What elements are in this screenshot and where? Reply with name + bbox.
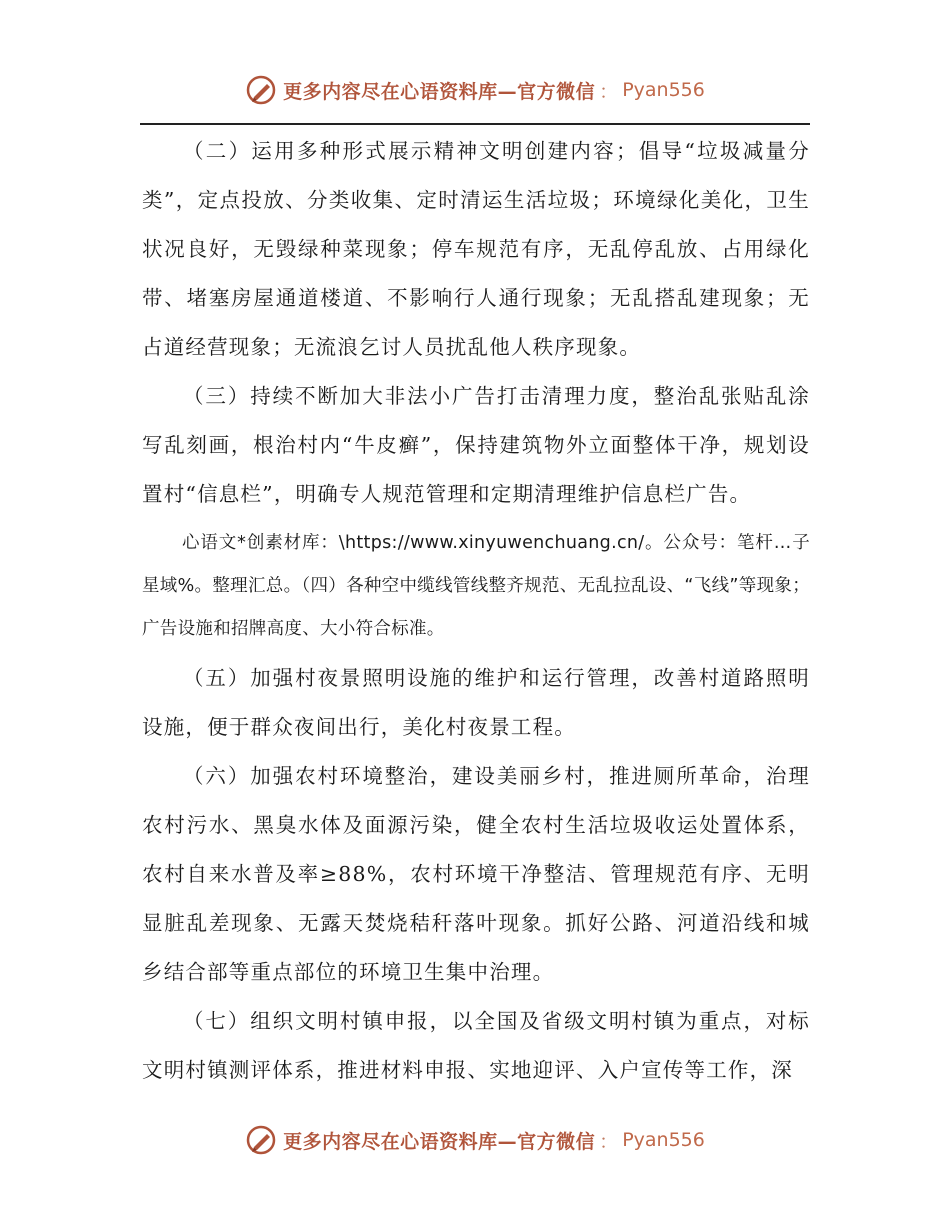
pen-logo-icon bbox=[245, 1124, 277, 1156]
footer-watermark bbox=[0, 1124, 950, 1156]
footer-watermark-text: 更多内容尽在心语资料库—官方微信 bbox=[283, 1130, 596, 1153]
document-body bbox=[142, 127, 810, 1095]
header-watermark bbox=[0, 74, 950, 106]
header-wechat-id: Pyan556 bbox=[622, 79, 705, 101]
pen-logo-icon bbox=[245, 74, 277, 106]
paragraph-3: （三）持续不断加大非法小广告打击清理力度，整治乱张贴乱涂写乱刻画，根治村内“牛皮癣”，保持建筑物外立面整体干净，规划设置村“信息栏”，明确专人规范管理和定期清理维护信息栏广告。 bbox=[142, 384, 810, 506]
paragraph-source-note: 心语文*创素材库：\https://www.xinyuwenchuang.cn/。公众号：笔杆…子星域%。整理汇总。（四）各种空中缆线管线整齐规范、无乱拉乱设、“飞线”等现象；广告设施和招牌高度、大小符合标准。 bbox=[142, 533, 810, 639]
paragraph-7: （七）组织文明村镇申报，以全国及省级文明村镇为重点，对标文明村镇测评体系，推进材料申报、实地迎评、入户宣传等工作，深 bbox=[142, 1009, 810, 1082]
header-watermark-colon: ： bbox=[599, 80, 619, 103]
header-watermark-text: 更多内容尽在心语资料库—官方微信 bbox=[283, 80, 596, 103]
header-rule bbox=[140, 123, 810, 125]
footer-wechat-id: Pyan556 bbox=[622, 1129, 705, 1151]
paragraph-6: （六）加强农村环境整治，建设美丽乡村，推进厕所革命，治理农村污水、黑臭水体及面源污染，健全农村生活垃圾收运处置体系，农村自来水普及率≥88%，农村环境干净整洁、管理规范有序、无明显脏乱差现象、无露天焚烧秸秆落叶现象。抓好公路、河道沿线和城乡结合部等重点部位的环境卫生集中治理。 bbox=[142, 764, 810, 984]
footer-watermark-colon: ： bbox=[599, 1130, 619, 1153]
paragraph-2: （二）运用多种形式展示精神文明创建内容；倡导“垃圾减量分类”，定点投放、分类收集、定时清运生活垃圾；环境绿化美化，卫生状况良好，无毁绿种菜现象；停车规范有序，无乱停乱放、占用绿化带、堵塞房屋通道楼道、不影响行人通行现象；无乱搭乱建现象；无占道经营现象；无流浪乞讨人员扰乱他人秩序现象。 bbox=[142, 139, 810, 359]
paragraph-5: （五）加强村夜景照明设施的维护和运行管理，改善村道路照明设施，便于群众夜间出行，美化村夜景工程。 bbox=[142, 666, 810, 739]
